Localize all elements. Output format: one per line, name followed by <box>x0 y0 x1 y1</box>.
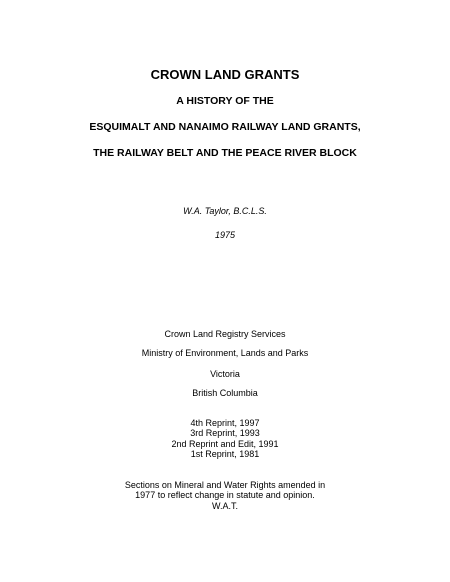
publisher-agency: Crown Land Registry Services <box>164 329 286 339</box>
publication-year: 1975 <box>214 230 236 240</box>
subtitle-line-3: THE RAILWAY BELT AND THE PEACE RIVER BLOCK <box>93 147 357 159</box>
reprint-entry-2: 3rd Reprint, 1993 <box>190 428 260 439</box>
subtitle-line-1: A HISTORY OF THE <box>176 95 274 107</box>
note-initials: W.A.T. <box>211 500 238 511</box>
reprint-entry-4: 1st Reprint, 1981 <box>190 448 260 459</box>
note-line-1: Sections on Mineral and Water Rights amended in <box>124 480 326 490</box>
publisher-city: Victoria <box>210 369 240 379</box>
reprint-entry-3: 2nd Reprint and Edit, 1991 <box>171 438 279 449</box>
reprint-history <box>0 418 450 459</box>
amendment-note <box>0 480 450 511</box>
publisher-ministry: Ministry of Environment, Lands and Parks <box>141 348 309 358</box>
document-title: CROWN LAND GRANTS <box>150 67 300 82</box>
author-name: W.A. Taylor, B.C.L.S. <box>183 206 267 216</box>
publisher-province: British Columbia <box>192 388 258 398</box>
subtitle-line-2: ESQUIMALT AND NANAIMO RAILWAY LAND GRANTS, <box>89 121 361 133</box>
reprint-entry-1: 4th Reprint, 1997 <box>190 418 260 428</box>
note-line-2: 1977 to reflect change in statute and opinion. <box>135 490 315 501</box>
